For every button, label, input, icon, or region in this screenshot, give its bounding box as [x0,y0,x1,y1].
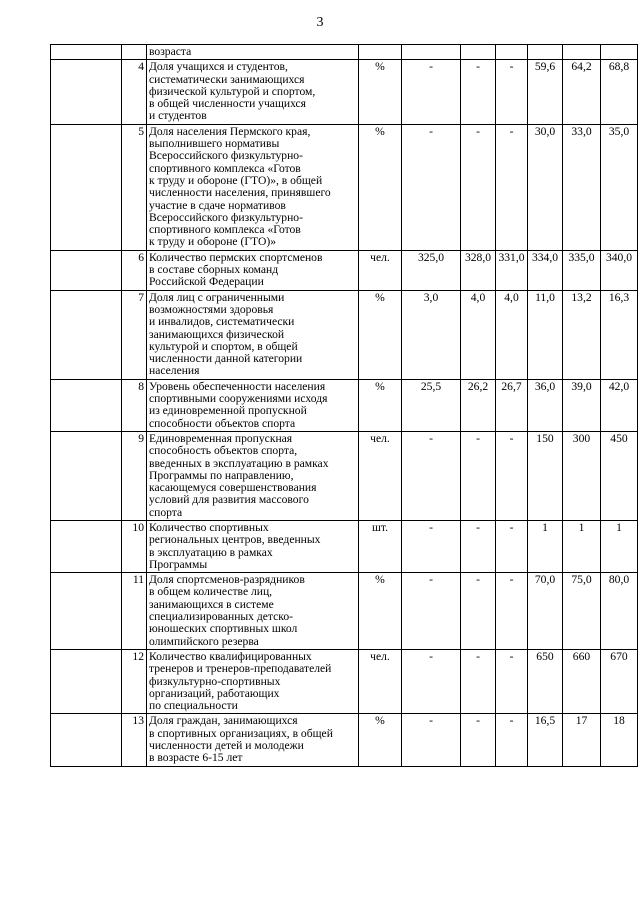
value-cell: 4,0 [461,290,496,379]
unit-cell: шт. [359,520,402,572]
row-number-cell: 5 [122,124,147,250]
value-cell: - [461,431,496,520]
table-row [51,573,638,650]
value-cell: 13,2 [563,290,601,379]
value-cell: 25,5 [402,379,461,431]
value-cell: 334,0 [528,250,563,290]
value-cell: - [496,60,528,124]
value-cell: 328,0 [461,250,496,290]
value-cell: - [496,124,528,250]
value-cell: 33,0 [563,124,601,250]
value-cell: - [496,520,528,572]
table-row [51,60,638,124]
blank-cell [51,379,122,431]
value-cell: - [461,520,496,572]
indicator-name-cell: Количество спортивных региональных центров, введенных в эксплуатацию в рамках Программы [147,520,359,572]
indicator-name-cell: Количество квалифицированных тренеров и тренеров-преподавателей физкультурно-спортивных организаций, работающих по специальности [147,649,359,713]
row-number-cell: 11 [122,573,147,650]
indicator-name-cell: Доля лиц с ограниченными возможностями здоровья и инвалидов, систематически занимающихся физической культурой и спортом, в общей численности данной категории населения [147,290,359,379]
value-cell: - [402,124,461,250]
row-number-cell: 13 [122,714,147,766]
page-number: 3 [316,15,324,30]
value-cell: 650 [528,649,563,713]
table-row [51,714,638,766]
blank-cell [51,45,122,60]
blank-cell [51,250,122,290]
value-cell [402,45,461,60]
row-number-cell: 9 [122,431,147,520]
value-cell: 70,0 [528,573,563,650]
indicator-name-cell: Количество пермских спортсменов в составе сборных команд Российской Федерации [147,250,359,290]
blank-cell [51,124,122,250]
value-cell: 18 [601,714,638,766]
value-cell: 68,8 [601,60,638,124]
table-row-continuation [51,45,638,60]
blank-cell [51,520,122,572]
row-number-cell: 10 [122,520,147,572]
value-cell: 64,2 [563,60,601,124]
value-cell: - [402,431,461,520]
value-cell: - [402,714,461,766]
value-cell: 75,0 [563,573,601,650]
indicator-name-cell: Доля спортсменов-разрядников в общем количестве лиц, занимающихся в системе специализированных детско- юношеских спортивных школ олимпийского резерва [147,573,359,650]
value-cell: 39,0 [563,379,601,431]
value-cell: - [402,573,461,650]
value-cell: 450 [601,431,638,520]
value-cell: - [402,520,461,572]
unit-cell: чел. [359,649,402,713]
indicator-name-cell: Уровень обеспеченности населения спортивными сооружениями исходя из единовременной пропускной способности объектов спорта [147,379,359,431]
unit-cell: % [359,379,402,431]
value-cell: - [461,60,496,124]
indicators-table [50,44,638,767]
value-cell [461,45,496,60]
value-cell: - [496,431,528,520]
value-cell: 335,0 [563,250,601,290]
table-row [51,649,638,713]
value-cell: 80,0 [601,573,638,650]
value-cell: - [496,573,528,650]
value-cell: 660 [563,649,601,713]
unit-cell: % [359,60,402,124]
table-row [51,290,638,379]
value-cell: - [402,60,461,124]
row-number-cell: 4 [122,60,147,124]
blank-cell [51,431,122,520]
row-number-cell [122,45,147,60]
value-cell: 3,0 [402,290,461,379]
table-row [51,250,638,290]
value-cell: 670 [601,649,638,713]
value-cell: 36,0 [528,379,563,431]
value-cell: 1 [528,520,563,572]
value-cell: 150 [528,431,563,520]
row-number-cell: 12 [122,649,147,713]
unit-cell: % [359,573,402,650]
value-cell: 1 [563,520,601,572]
indicator-name-cell: Единовременная пропускная способность объектов спорта, введенных в эксплуатацию в рамках Программы по направлению, касающемуся совершенствования условий для развития массового спорта [147,431,359,520]
value-cell: 26,7 [496,379,528,431]
unit-cell: % [359,124,402,250]
value-cell: - [461,573,496,650]
table-row [51,124,638,250]
value-cell: 16,5 [528,714,563,766]
value-cell: 30,0 [528,124,563,250]
table-row [51,379,638,431]
value-cell: 17 [563,714,601,766]
value-cell [563,45,601,60]
value-cell: - [461,124,496,250]
row-number-cell: 7 [122,290,147,379]
value-cell [601,45,638,60]
value-cell: 35,0 [601,124,638,250]
value-cell: - [461,714,496,766]
unit-cell: чел. [359,250,402,290]
blank-cell [51,649,122,713]
value-cell: 16,3 [601,290,638,379]
blank-cell [51,573,122,650]
value-cell [496,45,528,60]
value-cell: - [461,649,496,713]
unit-cell [359,45,402,60]
value-cell: 26,2 [461,379,496,431]
table-row [51,431,638,520]
value-cell [528,45,563,60]
value-cell: 325,0 [402,250,461,290]
value-cell: 340,0 [601,250,638,290]
unit-cell: % [359,714,402,766]
value-cell: - [496,649,528,713]
unit-cell: чел. [359,431,402,520]
blank-cell [51,60,122,124]
unit-cell: % [359,290,402,379]
indicator-name-cell: Доля граждан, занимающихся в спортивных организациях, в общей численности детей и молодежи в возрасте 6-15 лет [147,714,359,766]
table-row [51,520,638,572]
value-cell: 59,6 [528,60,563,124]
indicator-name-cell: возраста [147,45,359,60]
value-cell: 11,0 [528,290,563,379]
value-cell: 331,0 [496,250,528,290]
indicator-name-cell: Доля учащихся и студентов, систематически занимающихся физической культурой и спортом, в общей численности учащихся и студентов [147,60,359,124]
value-cell: 300 [563,431,601,520]
indicator-name-cell: Доля населения Пермского края, выполнившего нормативы Всероссийского физкультурно- спортивного комплекса «Готов к труду и обороне (ГТО)», в общей численности населения, принявшего участие в сдаче нормативов Всероссийского физкультурно- спортивного комплекса «Готов к труду и обороне (ГТО)» [147,124,359,250]
value-cell: - [402,649,461,713]
value-cell: - [496,714,528,766]
value-cell: 4,0 [496,290,528,379]
row-number-cell: 6 [122,250,147,290]
value-cell: 42,0 [601,379,638,431]
row-number-cell: 8 [122,379,147,431]
blank-cell [51,290,122,379]
blank-cell [51,714,122,766]
value-cell: 1 [601,520,638,572]
